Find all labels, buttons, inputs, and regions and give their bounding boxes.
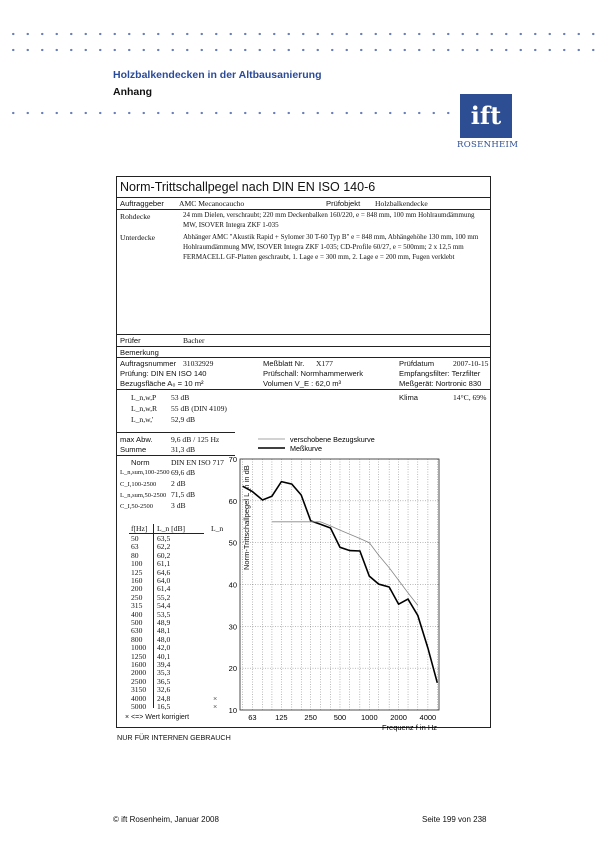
bezugsflaeche-text: Bezugsfläche A₀ = 10 m²: [120, 379, 204, 388]
legend-label: Meßkurve: [290, 444, 322, 453]
max-abw-value: 9,6 dB / 125 Hz: [171, 435, 220, 444]
adapt-label: L_n,sum,100-2500: [120, 469, 170, 476]
table-cell-level: 61,4: [157, 584, 171, 594]
table-cell-frequency: 4000: [131, 693, 147, 703]
messblatt-value: X177: [316, 359, 333, 368]
table-cell-frequency: 63: [131, 542, 139, 552]
logo-city: ROSENHEIM: [457, 140, 519, 150]
y-axis-title: Norm-Trittschallpegel L_n in dB: [242, 465, 251, 570]
logo-text: ift: [470, 101, 502, 130]
table-cell-level: 16,5: [157, 702, 171, 711]
table-cell-level: 55,2: [157, 592, 171, 602]
y-tick-label: 70: [228, 455, 237, 464]
x-tick-label: 250: [304, 713, 317, 722]
adapt-value: 2 dB: [171, 479, 186, 488]
adapt-label: L_n,sum,50-2500: [120, 492, 167, 499]
table-cell-frequency: 1600: [131, 660, 147, 669]
table-cell-frequency: 1250: [131, 651, 147, 661]
unterdecke-label: Unterdecke: [120, 233, 155, 242]
table-cell-frequency: 315: [131, 601, 143, 611]
top-dot-rule: [0, 31, 605, 37]
rating-value: 52,9 dB: [171, 415, 196, 424]
messgeraet-text: Meßgerät: Nortronic 830: [399, 379, 482, 388]
y-tick-label: 60: [228, 496, 237, 506]
table-cell-frequency: 250: [131, 592, 143, 602]
y-tick-label: 20: [228, 664, 237, 674]
table-cell-level: 64,0: [157, 576, 171, 585]
table-cell-level: 39,4: [157, 660, 171, 669]
x-tick-label: 2000: [390, 713, 407, 722]
unterdecke-value: Abhänger AMC "Akustik Rapid + Sylomer 30 T-60 Typ B" e = 848 mm, Abhängehöhe 130 mm, 100 mm Hohlraumdämmung MW, ISOVER Integra ZKF 1-035; CD-Profile 60/27, e = 500mm; 2 x 12,5 mm FERMACELL GF-Platten geschraubt, 1. Lage e = 300 mm, 2. Lage e = 200 mm, Fugen verklebt: [183, 233, 479, 261]
rohdecke-value: 24 mm Dielen, verschraubt; 220 mm Deckenbalken 160/220, e = 848 mm, 100 mm Hohlraumdämmung MW, ISOVER Integra ZKF 1-035: [183, 211, 475, 229]
table-cell-level: 61,1: [157, 559, 171, 569]
y-tick-label: 30: [228, 622, 237, 632]
table-cell-level: 35,3: [157, 668, 171, 678]
auftraggeber-value: AMC Mecanocaucho: [179, 199, 245, 208]
table-cell-frequency: 400: [131, 609, 143, 619]
pruefung-text: Prüfung: DIN EN ISO 140: [120, 369, 207, 378]
table-cell-frequency: 5000: [131, 702, 147, 711]
y-tick-label: 50: [228, 538, 237, 548]
adapt-label: C_I,100-2500: [120, 481, 157, 488]
table-divider: [153, 524, 154, 708]
table-cell-level: 32,6: [157, 685, 171, 695]
bemerkung-label: Bemerkung: [120, 348, 159, 357]
table-cell-level: 54,4: [157, 601, 171, 611]
adapt-value: 69,6 dB: [171, 468, 196, 477]
mid-dot-rule: [0, 110, 452, 116]
table-cell-frequency: 800: [131, 634, 143, 644]
tapping-sound-chart: [227, 435, 447, 732]
pruefdatum-label: Prüfdatum: [399, 359, 435, 368]
rating-value: 55 dB (DIN 4109): [171, 404, 227, 413]
rating-label: L_n,w,R: [131, 404, 158, 413]
x-tick-label: 4000: [419, 713, 437, 722]
legend-label: verschobene Bezugskurve: [290, 435, 375, 444]
auftraggeber-label: Auftraggeber: [120, 199, 164, 208]
norm-value: DIN EN ISO 717: [171, 458, 224, 467]
messblatt-label: Meßblatt Nr.: [263, 359, 305, 368]
internal-use-note: NUR FÜR INTERNEN GEBRAUCH: [117, 733, 231, 742]
table-cell-frequency: 50: [131, 534, 139, 543]
table-cell-frequency: 160: [131, 576, 143, 585]
footer-page-number: Seite 199 von 238: [422, 815, 487, 824]
summe-value: 31,3 dB: [171, 445, 196, 454]
table-cell-frequency: 1000: [131, 643, 147, 653]
document-subtitle: Anhang: [113, 86, 153, 98]
summe-label: Summe: [120, 445, 147, 454]
norm-label: Norm: [131, 458, 150, 467]
measurement-sheet: [116, 176, 491, 732]
x-tick-label: 500: [333, 713, 347, 722]
top-dot-rule-2: [0, 47, 605, 53]
table-cell-level: 36,5: [157, 676, 171, 686]
rating-value: 53 dB: [171, 393, 190, 402]
klima-value: 14°C, 69%: [453, 393, 487, 402]
col-header-f: f[Hz]: [131, 524, 148, 533]
table-cell-frequency: 2500: [131, 676, 147, 686]
y-axis-title-anchor: [242, 465, 252, 580]
rating-label: L_n,w,': [131, 415, 154, 424]
adapt-value: 71,5 dB: [171, 490, 196, 499]
adapt-label: C_I,50-2500: [120, 503, 154, 510]
table-cell-frequency: 80: [131, 550, 139, 560]
x-tick-label: 125: [275, 713, 288, 722]
table-cell-frequency: 100: [131, 559, 143, 569]
col-header-ln2: L_n: [211, 524, 224, 533]
pruefschall-text: Prüfschall: Normhammerwerk: [263, 369, 364, 378]
x-tick-label: 1000: [360, 713, 378, 722]
document-title: Holzbalkendecken in der Altbausanierung: [113, 69, 322, 81]
table-cell-level: 48,0: [157, 634, 171, 644]
footer-copyright: © ift Rosenheim, Januar 2008: [113, 815, 219, 824]
ift-logo: [457, 94, 519, 156]
auftragsnummer-value: 31032929: [183, 359, 214, 368]
table-cell-frequency: 2000: [131, 668, 147, 678]
table-cell-level: 42,0: [157, 643, 171, 653]
auftragsnummer-label: Auftragsnummer: [120, 359, 177, 368]
y-tick-label: 40: [228, 580, 237, 590]
pruefer-label: Prüfer: [120, 336, 141, 345]
table-cell-level: 48,1: [157, 626, 171, 636]
x-tick-label: 63: [248, 713, 257, 722]
table-cell-level: 53,5: [157, 609, 171, 619]
table-cell-flag: ×: [213, 702, 218, 711]
table-cell-frequency: 3150: [131, 685, 147, 695]
series-line: [272, 522, 418, 606]
table-cell-level: 24,8: [157, 693, 171, 703]
pruefobjekt-value: Holzbalkendecke: [375, 199, 428, 208]
table-cell-level: 40,1: [157, 651, 171, 661]
pruefdatum-value: 2007-10-15: [453, 359, 489, 368]
table-cell-level: 48,9: [157, 618, 171, 627]
klima-label: Klima: [399, 393, 418, 402]
table-cell-level: 63,5: [157, 534, 171, 543]
x-axis-title: Frequenz f in Hz: [381, 723, 437, 732]
table-cell-frequency: 125: [131, 567, 143, 577]
table-cell-frequency: 630: [131, 626, 143, 636]
table-cell-level: 64,6: [157, 567, 171, 577]
adapt-value: 3 dB: [171, 501, 186, 510]
table-cell-frequency: 200: [131, 584, 143, 594]
table-cell-frequency: 500: [131, 618, 143, 627]
pruefer-value: Bacher: [183, 336, 205, 345]
korrigiert-note: × <=> Wert korrigiert: [125, 714, 190, 721]
rating-label: L_n,w,P: [131, 393, 157, 402]
col-header-ln: L_n [dB]: [157, 524, 186, 533]
y-tick-label: 10: [228, 706, 237, 715]
volumen-text: Volumen V_E : 62,0 m³: [263, 379, 342, 388]
sheet-title: Norm-Trittschallpegel nach DIN EN ISO 140-6: [120, 180, 376, 194]
max-abw-label: max Abw.: [120, 435, 153, 444]
table-cell-flag: ×: [213, 693, 218, 703]
table-cell-level: 62,2: [157, 542, 171, 552]
table-cell-level: 60,2: [157, 550, 171, 560]
empfangsfilter-text: Empfangsfilter: Terzfilter: [399, 369, 481, 378]
rohdecke-label: Rohdecke: [120, 212, 151, 221]
pruefobjekt-label: Prüfobjekt: [326, 199, 361, 208]
